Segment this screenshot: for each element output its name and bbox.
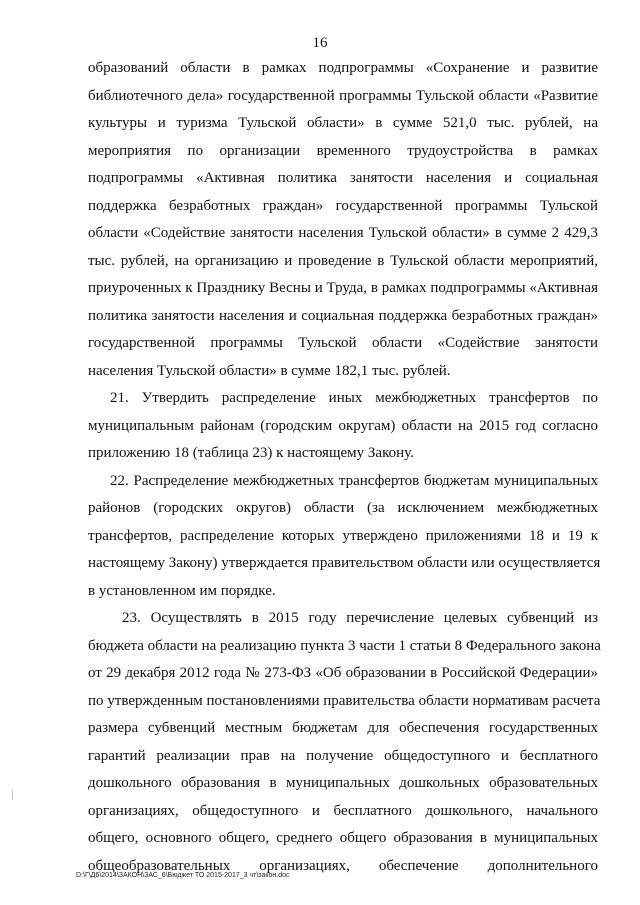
text-line: приложению 18 (таблица 23) к настоящему Закону. [88, 445, 414, 461]
text-line: мероприятия по организации временного трудоустройства в рамках [88, 142, 598, 159]
text-line: приуроченных к Празднику Весны и Труда, в рамках подпрограммы «Активная [88, 280, 598, 296]
paragraph-23 [88, 605, 601, 880]
document-body [88, 55, 601, 880]
text-line: районов (городских округов) области (за исключением межбюджетных [88, 500, 598, 516]
text-line: подпрограммы «Активная политика занятости населения и социальная [88, 170, 598, 186]
text-line: населения Тульской области» в сумме 182,1 тыс. рублей. [88, 362, 451, 379]
text-line: общего, основного общего, среднего общего образования в муниципальных [88, 830, 598, 846]
paragraph-continuation [88, 55, 598, 385]
page-number: 16 [312, 35, 328, 51]
text-line: в установленном им порядке. [88, 582, 276, 599]
scan-margin-mark [12, 790, 13, 800]
text-line: гарантий реализации прав на получение общедоступного и бесплатного [88, 747, 598, 764]
text-line: 23. Осуществлять в 2015 году перечисление целевых субвенций из [122, 610, 598, 626]
text-line: бюджета области на реализацию пункта 3 части 1 статьи 8 Федерального закона [88, 637, 601, 654]
text-line: трансфертов, распределение которых утверждено приложениями 18 и 19 к [88, 527, 598, 544]
text-line: общеобразовательных организациях, обеспечение дополнительного [88, 857, 598, 874]
text-line: настоящему Закону) утверждается правительством области или осуществляется [88, 555, 601, 571]
text-line: организациях, общедоступного и бесплатного дошкольного, начального [88, 802, 598, 819]
text-line: муниципальным районам (городским округам) области на 2015 год согласно [88, 417, 598, 434]
text-line: библиотечного дела» государственной программы Тульской области «Развитие [88, 87, 598, 104]
text-line: политика занятости населения и социальная поддержка безработных граждан» [88, 307, 598, 324]
text-line: дошкольного образования в муниципальных дошкольных образовательных [88, 775, 598, 791]
text-line: 22. Распределение межбюджетных трансфертов бюджетам муниципальных [110, 472, 598, 489]
text-line: государственной программы Тульской области «Содействие занятости [88, 335, 598, 351]
text-line: тыс. рублей, на организацию и проведение в Тульской области мероприятий, [88, 252, 598, 269]
text-line: от 29 декабря 2012 года № 273-ФЗ «Об образовании в Российской Федерации» [88, 665, 598, 681]
text-line: 21. Утвердить распределение иных межбюджетных трансфертов по [110, 390, 598, 406]
text-line: по утвержденным постановлениями правительства области нормативам расчета [88, 692, 601, 709]
paragraph-21 [88, 385, 598, 468]
text-line: поддержка безработных граждан» государственной программы Тульской [88, 197, 598, 214]
text-line: культуры и туризма Тульской области» в сумме 521,0 тыс. рублей, на [88, 115, 598, 131]
text-line: области «Содействие занятости населения Тульской области» в сумме 2 429,3 [88, 225, 598, 241]
paragraph-22 [88, 468, 601, 606]
text-line: образований области в рамках подпрограммы «Сохранение и развитие [88, 60, 598, 76]
footer-file-path: D:\Г\Д6\2014\ЗАКОН\ЗАС_6\Бюджет ТО 2015-2017_3 чт\закон.doc [76, 872, 290, 879]
text-line: размера субвенций местным бюджетам для обеспечения государственных [88, 720, 598, 736]
